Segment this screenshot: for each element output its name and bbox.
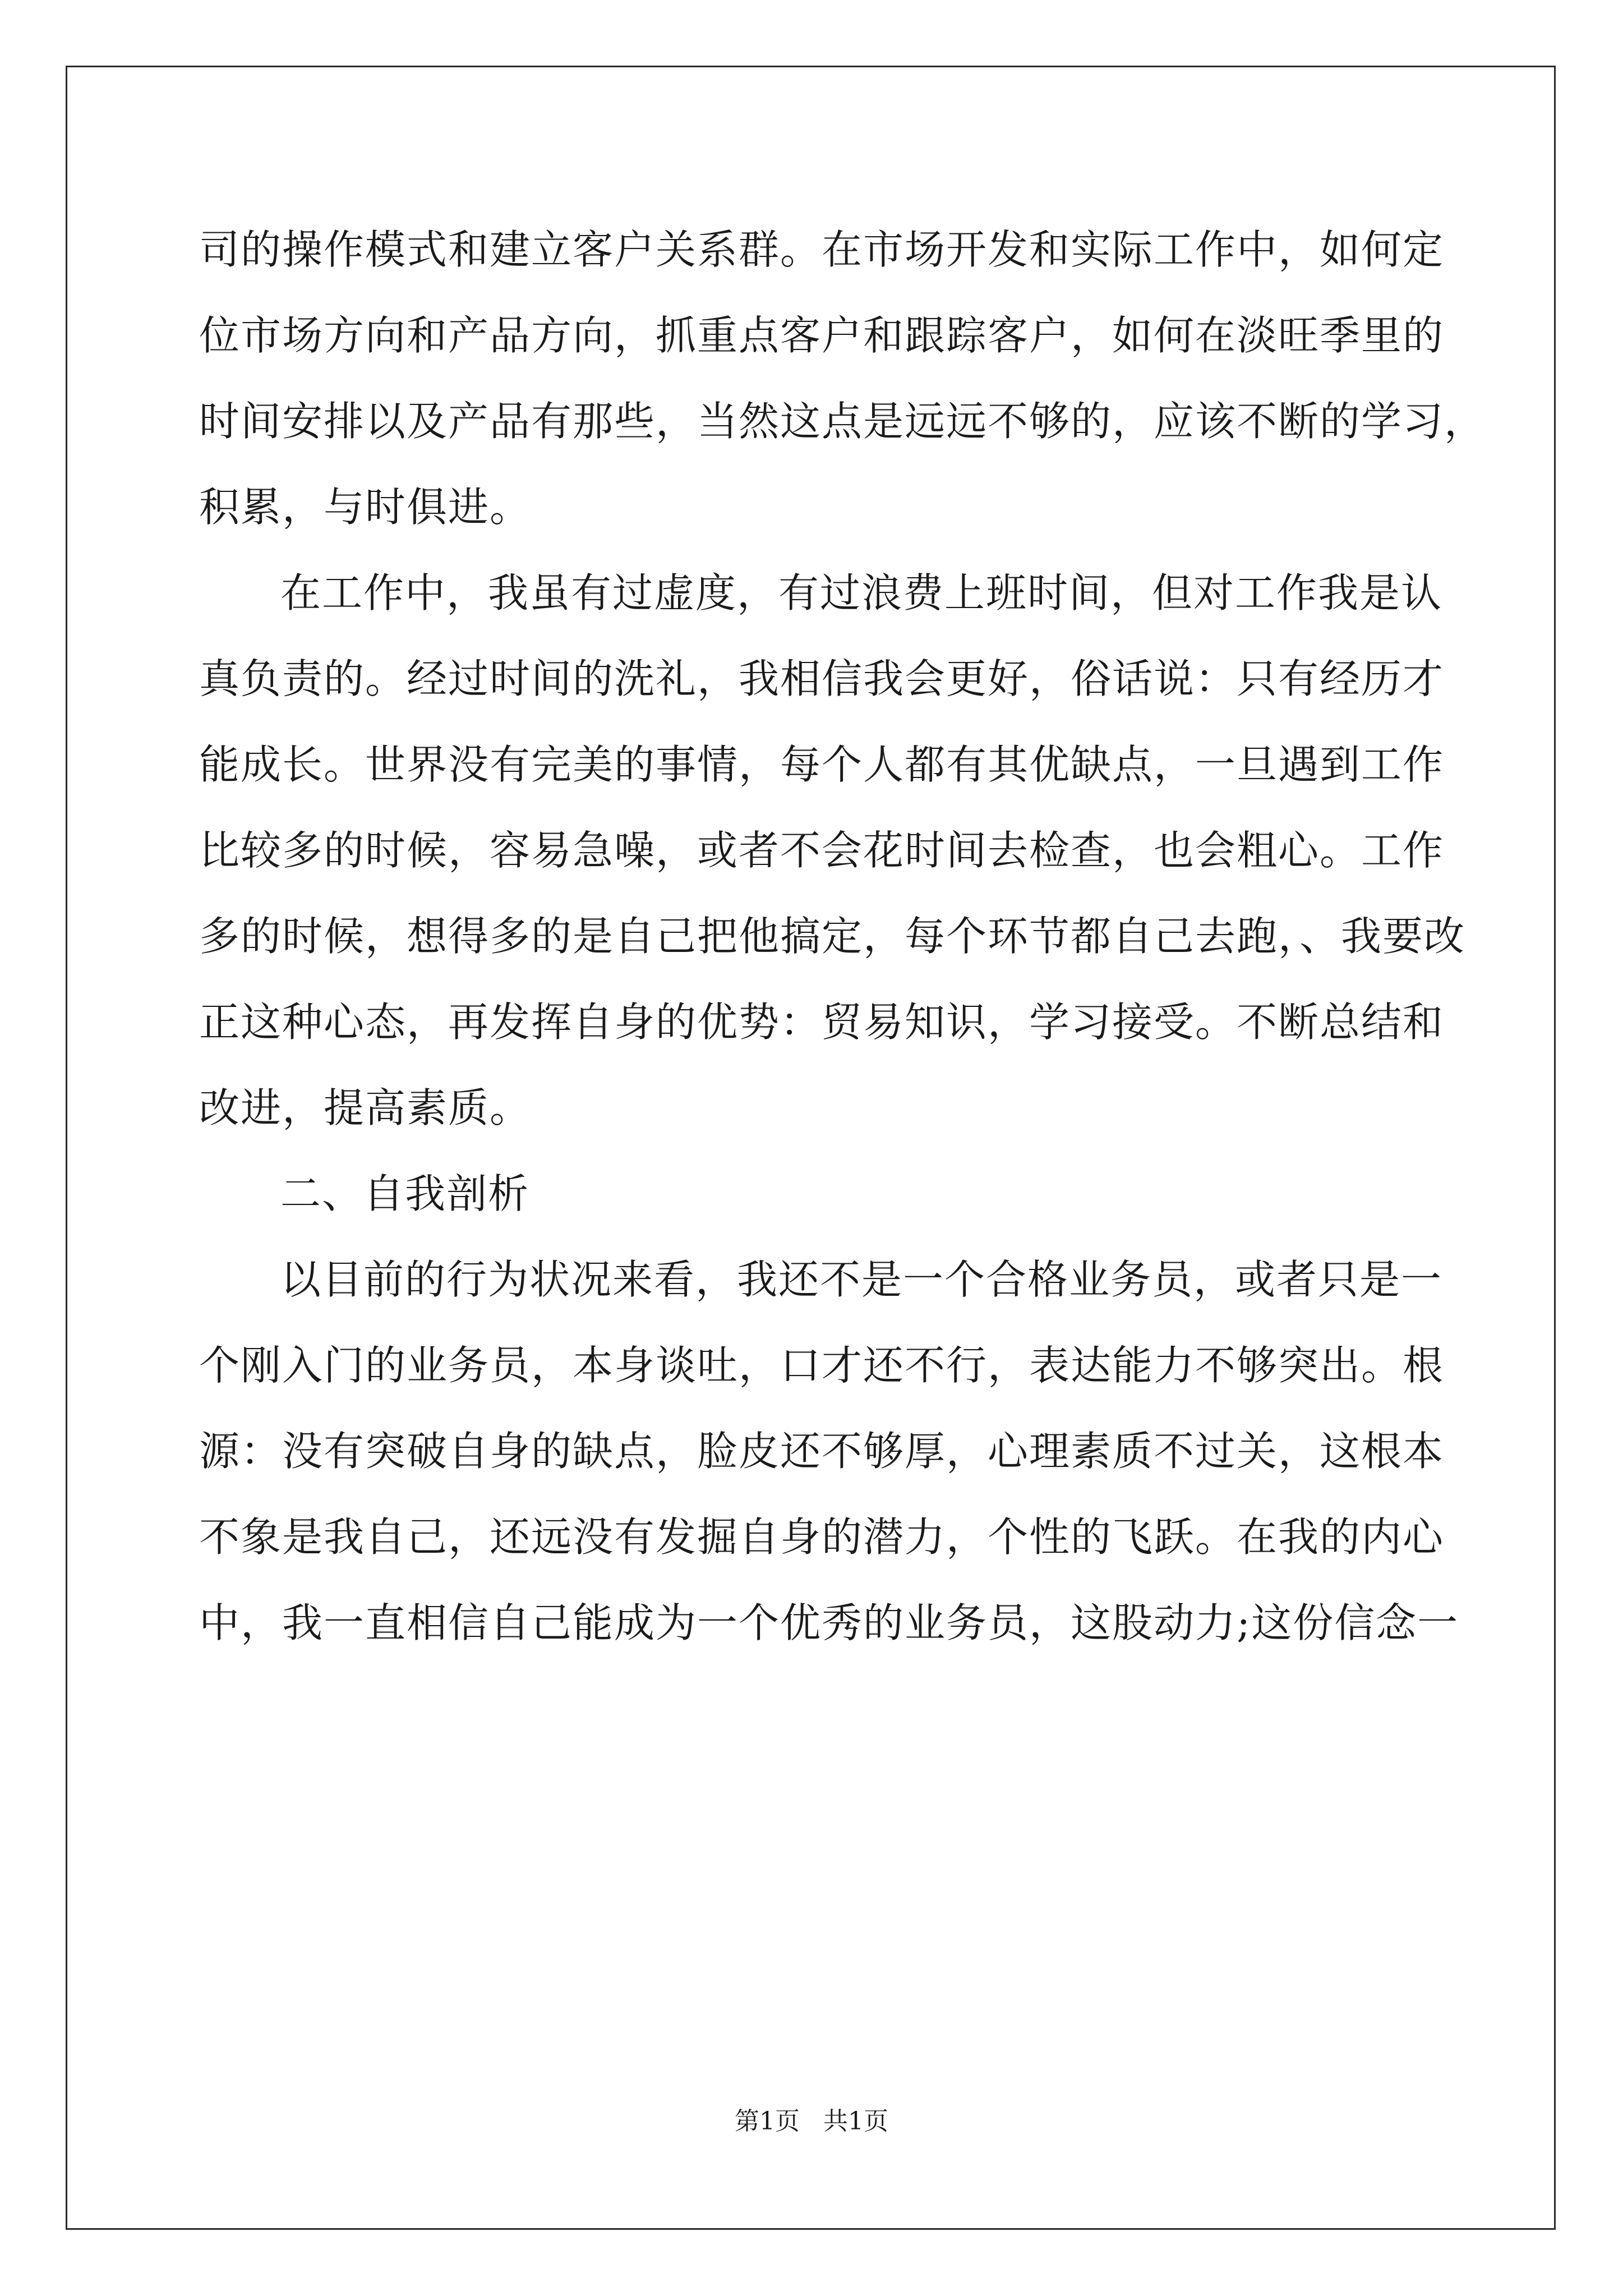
text-line: 中，我一直相信自己能成为一个优秀的业务员，这股动力;这份信念一 (199, 1599, 1459, 1646)
text-line: 时间安排以及产品有那些，当然这点是远远不够的，应该不断的学习， (199, 398, 1486, 445)
text-line: 司的操作模式和建立客户关系群。在市场开发和实际工作中，如何定 (199, 226, 1445, 273)
text-line: 积累，与时俱进。 (199, 484, 532, 531)
text-line: 正这种心态，再发挥自身的优势：贸易知识，学习接受。不断总结和 (199, 999, 1445, 1046)
text-line: 以目前的行为状况来看，我还不是一个合格业务员，或者只是一 (280, 1256, 1443, 1303)
text-line: 比较多的时候，容易急噪，或者不会花时间去检查，也会粗心。工作 (199, 827, 1445, 874)
text-line: 位市场方向和产品方向，抓重点客户和跟踪客户，如何在淡旺季里的 (199, 312, 1445, 359)
page-number-footer: 第1页 共1页 (735, 2107, 888, 2136)
text-line: 不象是我自己，还远没有发掘自身的潜力，个性的飞跃。在我的内心 (199, 1513, 1445, 1561)
text-line: 能成长。世界没有完美的事情，每个人都有其优缺点，一旦遇到工作 (199, 741, 1445, 788)
section-heading: 二、自我剖析 (280, 1170, 530, 1217)
text-line: 真负责的。经过时间的洗礼，我相信我会更好，俗话说：只有经历才 (199, 655, 1445, 702)
text-line: 源：没有突破自身的缺点，脸皮还不够厚，心理素质不过关，这根本 (199, 1428, 1445, 1475)
text-line: 个刚入门的业务员，本身谈吐，口才还不行，表达能力不够突出。根 (199, 1342, 1445, 1389)
text-line: 改进，提高素质。 (199, 1084, 532, 1131)
page-border (66, 66, 1556, 2230)
text-line: 在工作中，我虽有过虚度，有过浪费上班时间，但对工作我是认 (280, 569, 1443, 616)
text-line: 多的时候，想得多的是自己把他搞定，每个环节都自己去跑，、我要改 (199, 913, 1466, 960)
